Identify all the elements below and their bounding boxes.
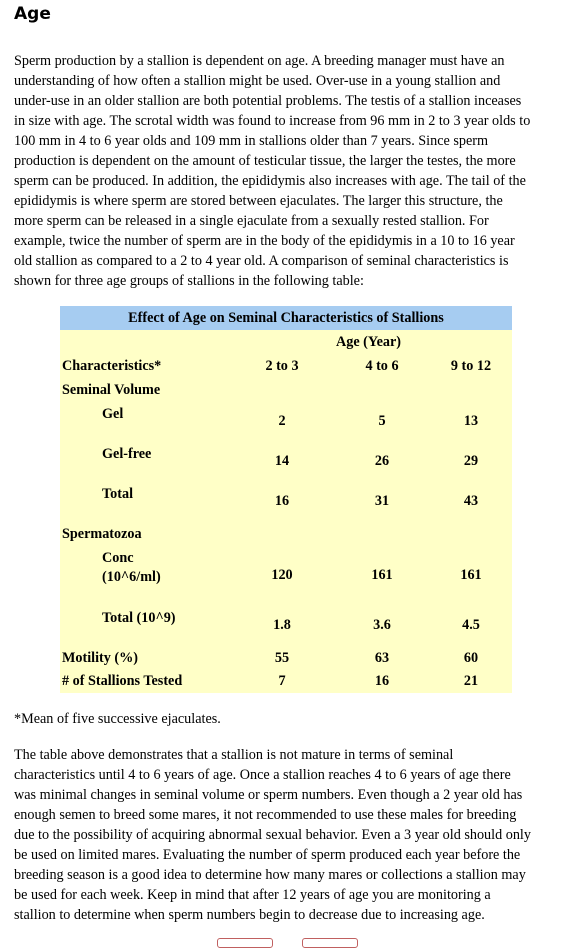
cell-value: 161 xyxy=(371,567,393,583)
table-footnote: *Mean of five successive ejaculates. xyxy=(14,711,221,727)
cell-value: 1.8 xyxy=(273,617,291,633)
cell-value: 5 xyxy=(378,413,386,429)
nav-button-next[interactable] xyxy=(302,938,358,948)
intro-paragraph: Sperm production by a stallion is dependent on age. A breeding manager must have an understanding of how often a stallion might be used. Over-use in a young stallion and under-use in an older stallion are both potential problems. The testis of a stallion inceases in size with age. The scrotal width was found to increase from 96 mm in 2 to 3 year olds to 100 mm in 4 to 6 year olds and 109 mm in stallions older than 7 years. Since sperm production is dependent on the amount of testicular tissue, the larger the testes, the more sperm can be produced. In addition, the epididymis also increases with age. The tail of the epididymis is where sperm are stored between ejaculates. The larger this structure, the more sperm can be released in a single ejaculate from a sexually rested stallion. For example, twice the number of sperm are in the body of the epididymis in a 10 to 16 year old stallion as compared to a 2 to 4 year old. A comparison of seminal characteristics is shown for three age groups of stallions in the following table: xyxy=(14,53,531,289)
spermatozoa-group: Spermatozoa xyxy=(62,526,142,542)
cell-value: 31 xyxy=(374,493,390,509)
cell-value: 43 xyxy=(463,493,479,509)
cell-value: 3.6 xyxy=(373,617,391,633)
row-label: Motility (%) xyxy=(62,650,139,666)
row-label: Conc (10^6/ml) xyxy=(102,550,161,585)
row-label: Total xyxy=(102,486,134,502)
column-header-2-to-3: 2 to 3 xyxy=(265,358,299,374)
row-label: Gel xyxy=(102,406,124,422)
section-heading: Age xyxy=(14,4,51,24)
age-header: Age (Year) xyxy=(336,334,401,350)
cell-value: 29 xyxy=(463,453,479,469)
cell-value: 2 xyxy=(278,413,286,429)
nav-button-previous[interactable] xyxy=(217,938,273,948)
cell-value: 161 xyxy=(460,567,482,583)
row-label: # of Stallions Tested xyxy=(62,673,183,689)
cell-value: 14 xyxy=(274,453,290,469)
seminal-volume-group: Seminal Volume xyxy=(62,382,161,398)
cell-value: 21 xyxy=(463,673,479,689)
cell-value: 16 xyxy=(274,493,290,509)
seminal-characteristics-table xyxy=(60,306,512,693)
cell-value: 16 xyxy=(374,673,390,689)
cell-value: 120 xyxy=(271,567,293,583)
cell-value: 7 xyxy=(278,673,286,689)
table-caption: Effect of Age on Seminal Characteristics of Stallions xyxy=(60,306,512,330)
cell-value: 4.5 xyxy=(462,617,480,633)
cell-value: 26 xyxy=(374,453,390,469)
cell-value: 60 xyxy=(463,650,479,666)
cell-value: 13 xyxy=(463,413,479,429)
cell-value: 55 xyxy=(274,650,290,666)
column-header-9-to-12: 9 to 12 xyxy=(450,358,492,374)
row-label: Total (10^9) xyxy=(102,610,176,626)
conclusion-paragraph: The table above demonstrates that a stallion is not mature in terms of seminal characteristics until 4 to 6 years of age. Once a stallion reaches 4 to 6 years of age there was minimal changes in seminal volume or sperm numbers. Even though a 2 year old has enough semen to breed some mares, it not recommended to use these males for breeding due to the possibility of acquiring abnormal sexual behavior. Even a 3 year old should only be used on limited mares. Evaluating the number of sperm produced each year before the breeding season is a good idea to determine how many mares or collections a stallion may be used for each week. Keep in mind that after 12 years of age you are monitoring a stallion to determine when sperm numbers begin to decrease due to increasing age. xyxy=(14,747,531,923)
characteristics-header: Characteristics* xyxy=(62,358,162,374)
cell-value: 63 xyxy=(374,650,390,666)
column-header-4-to-6: 4 to 6 xyxy=(365,358,399,374)
row-label: Gel-free xyxy=(102,446,152,462)
